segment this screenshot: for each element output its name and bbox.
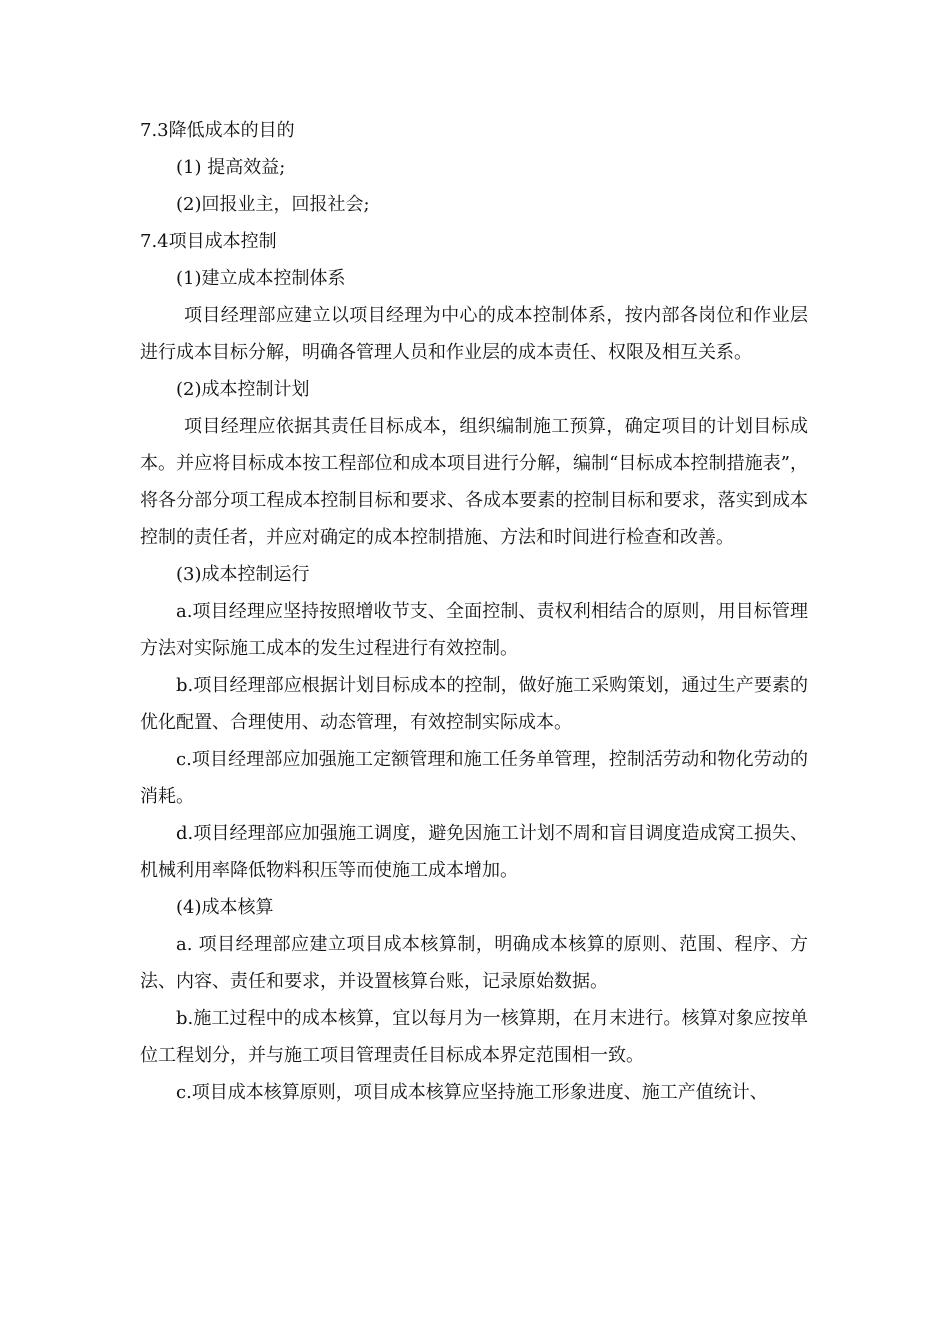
subsection-heading: (1)建立成本控制体系 [176, 268, 346, 289]
subsection-heading: (4)成本核算 [176, 897, 274, 918]
body-paragraph: 项目经理部应建立以项目经理为中心的成本控制体系，按内部各岗位和作业层进行成本目标分解，明确各管理人员和作业层的成本责任、权限及相互关系。 [140, 305, 808, 363]
body-paragraph: 项目经理应依据其责任目标成本，组织编制施工预算，确定项目的计划目标成本。并应将目标成本按工程部位和成本项目进行分解，编制“目标成本控制措施表”，将各分部分项工程成本控制目标和要求、各成本要素的控制目标和要求，落实到成本控制的责任者，并应对确定的成本控制措施、方法和时间进行检查和改善。 [140, 416, 808, 548]
list-item: c.项目成本核算原则，项目成本核算应坚持施工形象进度、施工产值统计、 [176, 1082, 768, 1103]
section-heading-7-3: 7.3降低成本的目的 [140, 120, 295, 141]
list-item: b.项目经理部应根据计划目标成本的控制，做好施工采购策划，通过生产要素的优化配置、合理使用、动态管理，有效控制实际成本。 [140, 675, 808, 733]
list-item: (1) 提高效益; [176, 157, 286, 178]
section-heading-7-4: 7.4项目成本控制 [140, 231, 277, 252]
subsection-heading: (3)成本控制运行 [176, 564, 310, 585]
list-item: a. 项目经理部应建立项目成本核算制，明确成本核算的原则、范围、程序、方法、内容、责任和要求，并设置核算台账，记录原始数据。 [140, 934, 808, 992]
list-item: (2)回报业主，回报社会; [176, 194, 370, 215]
list-item: b.施工过程中的成本核算，宜以每月为一核算期，在月末进行。核算对象应按单位工程划分，并与施工项目管理责任目标成本界定范围相一致。 [140, 1008, 808, 1066]
list-item: a.项目经理应坚持按照增收节支、全面控制、责权利相结合的原则，用目标管理方法对实际施工成本的发生过程进行有效控制。 [140, 601, 808, 659]
document-body [140, 112, 808, 1111]
list-item: d.项目经理部应加强施工调度，避免因施工计划不周和盲目调度造成窝工损失、机械利用率降低物料积压等而使施工成本增加。 [140, 823, 808, 881]
subsection-heading: (2)成本控制计划 [176, 379, 310, 400]
list-item: c.项目经理部应加强施工定额管理和施工任务单管理，控制活劳动和物化劳动的消耗。 [140, 749, 808, 807]
